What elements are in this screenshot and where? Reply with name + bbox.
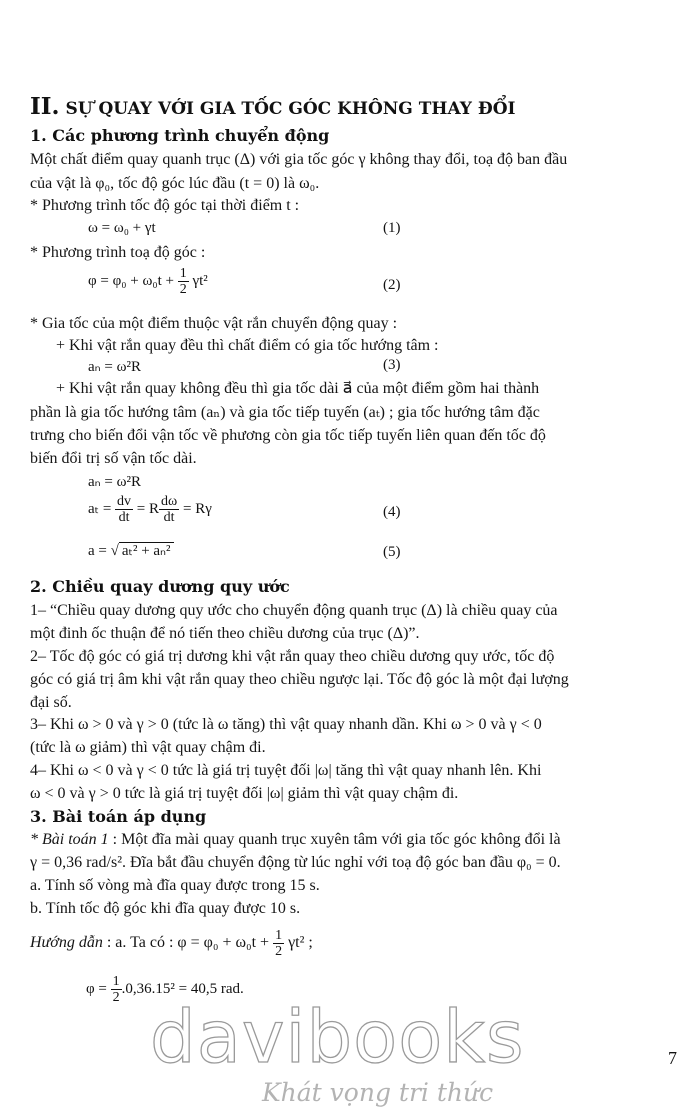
question-b: b. Tính tốc độ góc khi đĩa quay được 10 s. <box>30 900 301 917</box>
rule-1-line-2: một đinh ốc thuận để nó tiến theo chiều dương của trục (Δ)”. <box>30 625 420 642</box>
rule-2-line-3: đại số. <box>30 694 72 711</box>
equation-4: aₜ = $\frac{dv}{dt}$ = R $\frac{d\omega}{dt}$ = Rγ <box>88 494 212 525</box>
bullet-angle-coordinate: * Phương trình toạ độ góc : <box>30 244 206 261</box>
exercise-label: * Bài toán 1 <box>30 831 109 848</box>
subheading-3: 3. Bài toán áp dụng <box>30 807 207 826</box>
rule-4-line-1: 4– Khi ω < 0 và γ < 0 tức là giá trị tuyệt đối |ω| tăng thì vật quay nhanh lên. Khi <box>30 762 542 779</box>
equation-2-right: γt² <box>192 272 208 289</box>
equation-4-number: (4) <box>383 504 401 520</box>
exercise-text: : Một đĩa mài quay quanh trục xuyên tâm với gia tốc góc không đổi là <box>112 831 561 848</box>
fraction-domega-dt: $\frac{d\omega}{dt}$ <box>161 494 178 525</box>
fraction-half-calc: $\frac{1}{2}$ <box>112 974 120 1005</box>
intro-line-1: Một chất điểm quay quanh trục (Δ) với gia tốc góc γ không thay đổi, toạ độ ban đầu <box>30 151 568 168</box>
rule-2-line-1: 2– Tốc độ góc có giá trị dương khi vật rắn quay theo chiều dương quy ước, tốc độ <box>30 648 555 665</box>
watermark-slogan: Khát vọng tri thức <box>262 1078 494 1107</box>
subheading-2: 2. Chiều quay dương quy ước <box>30 577 290 596</box>
rule-1-line-1: 1– “Chiều quay dương quy ước cho chuyển động quanh trục (Δ) là chiều quay của <box>30 602 558 619</box>
equation-3: aₙ = ω²R <box>88 359 141 375</box>
rule-3-line-1: 3– Khi ω > 0 và γ > 0 (tức là ω tăng) thì vật quay nhanh dần. Khi ω > 0 và γ < 0 <box>30 716 542 733</box>
page-number: 7 <box>668 1048 677 1068</box>
equation-5-number: (5) <box>383 544 401 560</box>
subheading-1: 1. Các phương trình chuyển động <box>30 126 330 145</box>
fraction-half-solution: $\frac{1}{2}$ <box>275 928 283 959</box>
question-a: a. Tính số vòng mà đĩa quay được trong 15 s. <box>30 877 320 894</box>
rule-2-line-2: góc có giá trị âm khi vật rắn quay theo chiều ngược lại. Tốc độ góc là một đại lượng <box>30 671 569 688</box>
paragraph-nonuniform-4: biến đổi trị số vận tốc dài. <box>30 450 197 467</box>
rule-4-line-2: ω < 0 và γ > 0 tức là giá trị tuyệt đối |ω| giảm thì vật quay chậm đi. <box>30 785 459 802</box>
equation-1: ω = ω₀ + γt <box>88 220 156 236</box>
fraction-dv-dt: $\frac{dv}{dt}$ <box>117 494 132 525</box>
solution-calculation: φ = $\frac{1}{2}$ .0,36.15² = 40,5 rad. <box>86 974 244 1005</box>
section-heading <box>30 93 515 120</box>
equation-1-number: (1) <box>383 220 401 236</box>
section-title: SỰ QUAY VỚI GIA TỐC GÓC KHÔNG THAY ĐỔI <box>65 99 516 119</box>
equation-4a: aₙ = ω²R <box>88 474 141 490</box>
equation-3-number: (3) <box>383 357 401 373</box>
equation-2-number: (2) <box>383 277 401 293</box>
sqrt-radicand: aₜ² + aₙ² <box>119 542 174 559</box>
bullet-uniform-rotation: + Khi vật rắn quay đều thì chất điểm có gia tốc hướng tâm : <box>56 337 439 354</box>
paragraph-nonuniform-3: trưng cho biến đổi vận tốc về phương còn gia tốc tiếp tuyến liên quan đến tốc độ <box>30 427 546 444</box>
rule-3-line-2: (tức là ω giảm) thì vật quay chậm đi. <box>30 739 266 756</box>
exercise-line-2: γ = 0,36 rad/s². Đĩa bắt đầu chuyển động từ lúc nghỉ với toạ độ góc ban đầu φ₀ = 0. <box>30 854 561 871</box>
solution-label: Hướng dẫn <box>30 934 103 952</box>
equation-5: a = √ aₜ² + aₙ² <box>88 541 174 560</box>
fraction-half: $\frac{1}{2}$ <box>179 266 187 297</box>
intro-line-2: của vật là φ₀, tốc độ góc lúc đầu (t = 0) là ω₀. <box>30 175 320 192</box>
equation-2-left: φ = φ₀ + ω₀t + <box>88 272 174 289</box>
equation-2 <box>88 266 208 297</box>
solution-line: Hướng dẫn : a. Ta có : φ = φ₀ + ω₀t + $\frac{1}{2}$ γt² ; <box>30 928 313 959</box>
watermark-brand: davibooks <box>150 995 525 1079</box>
section-numeral: II. <box>30 93 60 120</box>
bullet-acceleration: * Gia tốc của một điểm thuộc vật rắn chuyển động quay : <box>30 315 398 332</box>
paragraph-nonuniform-2: phần là gia tốc hướng tâm (aₙ) và gia tốc tiếp tuyến (aₜ) ; gia tốc hướng tâm đặc <box>30 404 540 421</box>
exercise-line-1 <box>30 831 561 849</box>
bullet-angular-speed: * Phương trình tốc độ góc tại thời điểm t : <box>30 197 300 214</box>
paragraph-nonuniform-1: + Khi vật rắn quay không đều thì gia tốc dài a⃗ của một điểm gồm hai thành <box>56 380 540 397</box>
